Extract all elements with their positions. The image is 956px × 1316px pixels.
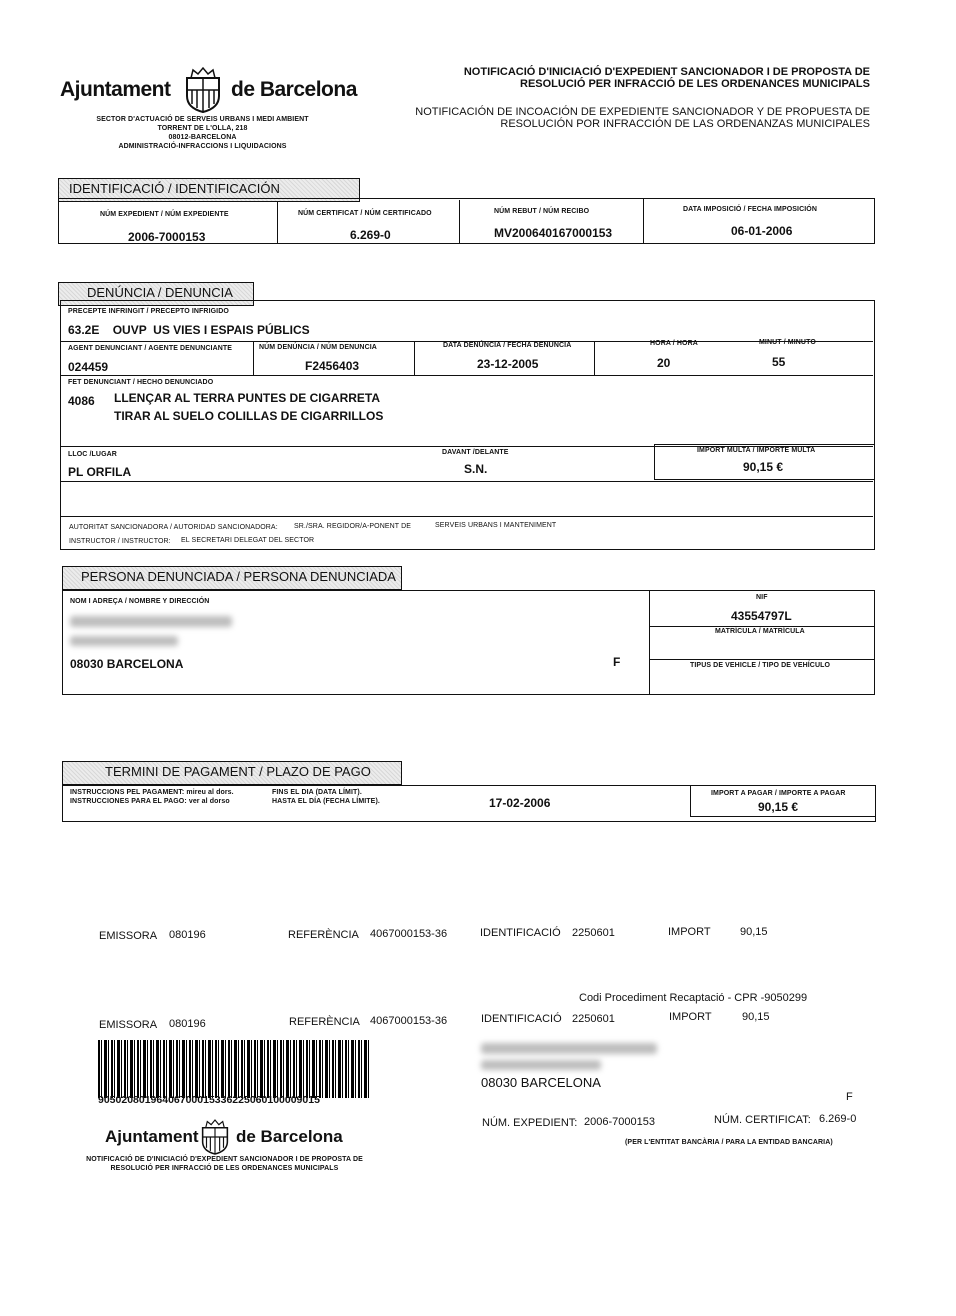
termini-date: 17-02-2006 <box>489 796 551 810</box>
redacted-name <box>70 616 232 627</box>
document-title-ca <box>464 66 870 90</box>
data-denuncia-label: DATA DENÚNCIA / FECHA DENUNCIA <box>443 342 572 349</box>
hora-label: HORA / HORA <box>650 340 698 347</box>
sector-address <box>60 115 345 151</box>
nif-value: 43554797L <box>731 609 792 623</box>
lloc-label: LLOC /LUGAR <box>68 451 117 458</box>
import-pagar-value: 90,15 € <box>758 800 799 814</box>
divider <box>649 590 650 695</box>
footer-title-line: RESOLUCIÓ PER INFRACCIÓ DE LES ORDENANCES MUNICIPALS <box>110 1165 339 1172</box>
emissora-value-1: 080196 <box>169 929 206 941</box>
logo-left-text: Ajuntament <box>60 78 171 101</box>
import-pagar-label: IMPORT A PAGAR / IMPORTE A PAGAR <box>711 790 846 797</box>
section-tab-denuncia: DENÚNCIA / DENUNCIA <box>58 282 254 306</box>
davant-label: DAVANT /DELANTE <box>442 449 509 456</box>
title-ca-line: RESOLUCIÓ PER INFRACCIÓ DE LES ORDENANCES MUNICIPALS <box>520 78 870 90</box>
autoritat-value2: SERVEIS URBANS I MANTENIMENT <box>435 522 557 529</box>
num-denuncia-value: F2456403 <box>305 359 360 373</box>
instructor-label: INSTRUCTOR / INSTRUCTOR: <box>69 538 171 545</box>
divider <box>253 341 254 375</box>
precepte-value: 63.2E OUVP US VIES I ESPAIS PÚBLICS <box>68 323 310 337</box>
title-es-line: NOTIFICACIÓN DE INCOACIÓN DE EXPEDIENTE SANCIONADOR Y DE PROPUESTA DE <box>415 106 870 118</box>
divider <box>61 516 873 517</box>
hora-value: 20 <box>657 356 671 370</box>
ident-label-1: IDENTIFICACIÓ <box>480 927 561 939</box>
import-label-1: IMPORT <box>668 926 711 938</box>
sector-line: ADMINISTRACIÓ-INFRACCIONS I LIQUIDACIONS <box>118 143 287 150</box>
redacted-name-2 <box>481 1043 657 1054</box>
payment-barcode <box>98 1040 370 1098</box>
ident-label-2: IDENTIFICACIÓ <box>481 1013 562 1025</box>
fet-line2: TIRAR AL SUELO COLILLAS DE CIGARRILLOS <box>114 409 384 423</box>
import-multa-value: 90,15 € <box>743 460 784 474</box>
fins-es: HASTA EL DÍA (FECHA LÍMITE). <box>272 798 380 805</box>
imposicio-value: 06-01-2006 <box>731 224 793 238</box>
denuncia-box <box>60 300 875 550</box>
import-value-1: 90,15 <box>740 926 768 938</box>
ref-value-1: 4067000153-36 <box>370 928 448 940</box>
nom-label: NOM I ADREÇA / NOMBRE Y DIRECCIÓN <box>70 598 210 605</box>
section-tab-identificacio: IDENTIFICACIÓ / IDENTIFICACIÓN <box>58 178 360 202</box>
data-denuncia-value: 23-12-2005 <box>477 357 539 371</box>
title-ca-line: NOTIFICACIÓ D'INICIACIÓ D'EXPEDIENT SANCIONADOR I DE PROPOSTA DE <box>463 66 870 78</box>
rebut-value: MV200640167000153 <box>494 226 613 240</box>
import-label-2: IMPORT <box>669 1011 712 1023</box>
payment-sex: F <box>846 1091 853 1103</box>
field-label: NÚM EXPEDIENT / NÚM EXPEDIENTE <box>100 211 229 218</box>
ref-value-2: 4067000153-36 <box>370 1015 448 1027</box>
ident-value-2: 2250601 <box>572 1013 615 1025</box>
barcelona-crest-icon <box>181 66 225 114</box>
footer-title <box>82 1155 367 1173</box>
ref-label-2: REFERÈNCIA <box>289 1016 360 1028</box>
agent-label: AGENT DENUNCIANT / AGENTE DENUNCIANTE <box>68 345 233 352</box>
lloc-value: PL ORFILA <box>68 465 132 479</box>
emissora-label-1: EMISSORA <box>99 930 158 942</box>
cpr-code: Codi Procediment Recaptació - CPR -9050299 <box>579 992 808 1004</box>
divider <box>277 202 278 244</box>
emissora-label-2: EMISSORA <box>99 1019 158 1031</box>
fet-line1: LLENÇAR AL TERRA PUNTES DE CIGARRETA <box>114 391 381 405</box>
autoritat-value: SR./SRA. REGIDOR/A-PONENT DE <box>294 523 412 530</box>
ident-value-1: 2250601 <box>572 927 615 939</box>
section-tab-persona: PERSONA DENUNCIADA / PERSONA DENUNCIADA <box>62 566 402 590</box>
divider <box>649 626 874 627</box>
field-label: DATA IMPOSICIÓ / FECHA IMPOSICIÓN <box>683 206 817 213</box>
persona-sex: F <box>613 655 621 669</box>
instr-ca: INSTRUCCIONS PEL PAGAMENT: mireu al dors. <box>70 789 234 796</box>
import-value-2: 90,15 <box>742 1011 770 1023</box>
instr-es: INSTRUCCIONES PARA EL PAGO: ver al dorso <box>70 798 230 805</box>
document-title-es <box>415 106 870 130</box>
emissora-value-2: 080196 <box>169 1018 206 1030</box>
sector-line: 08012-BARCELONA <box>168 134 237 141</box>
exp-label: NÚM. EXPEDIENT: <box>482 1117 578 1129</box>
footer-logo-right: de Barcelona <box>236 1127 343 1146</box>
field-label: NÚM REBUT / NÚM RECIBO <box>494 208 590 215</box>
precepte-label: PRECEPTE INFRINGIT / PRECEPTO INFRIGIDO <box>68 308 229 315</box>
persona-city: 08030 BARCELONA <box>70 657 184 671</box>
fet-code: 4086 <box>68 394 95 408</box>
autoritat-label: AUTORITAT SANCIONADORA / AUTORIDAD SANCIONADORA: <box>69 524 278 531</box>
tipus-vehicle-label: TIPUS DE VEHICLE / TIPO DE VEHÍCULO <box>690 662 831 669</box>
divider <box>459 200 460 244</box>
sector-line: SECTOR D'ACTUACIÓ DE SERVEIS URBANS I MEDI AMBIENT <box>96 116 309 123</box>
field-label: NÚM CERTIFICAT / NÚM CERTIFICADO <box>298 210 432 217</box>
redacted-address-2 <box>481 1060 601 1070</box>
num-denuncia-label: NÚM DENÚNCIA / NÚM DENUNCIA <box>259 344 377 351</box>
divider <box>61 375 873 376</box>
sector-line: TORRENT DE L'OLLA, 218 <box>157 125 248 132</box>
minut-label: MINUT / MINUTO <box>759 339 816 346</box>
divider <box>649 659 874 660</box>
section-tab-termini: TERMINI DE PAGAMENT / PLAZO DE PAGO <box>62 761 402 785</box>
cert-value: 6.269-0 <box>819 1113 857 1125</box>
fins-ca: FINS EL DIA (DATA LÍMIT). <box>272 789 362 796</box>
expedient-value: 2006-7000153 <box>128 230 206 244</box>
entitat-note: (PER L'ENTITAT BANCÀRIA / PARA LA ENTIDAD BANCARIA) <box>625 1139 833 1146</box>
exp-value: 2006-7000153 <box>584 1116 655 1128</box>
divider <box>61 481 873 482</box>
barcelona-crest-icon <box>198 1118 232 1156</box>
minut-value: 55 <box>772 355 786 369</box>
divider <box>414 341 415 375</box>
ref-label-1: REFERÈNCIA <box>288 929 359 941</box>
logo-right-text: de Barcelona <box>231 78 357 101</box>
instructor-value: EL SECRETARI DELEGAT DEL SECTOR <box>181 537 315 544</box>
persona-box <box>62 590 875 695</box>
footer-logo-left: Ajuntament <box>105 1127 199 1146</box>
title-es-line: RESOLUCIÓN POR INFRACCIÓN DE LAS ORDENANZAS MUNICIPALES <box>500 118 870 130</box>
agent-value: 024459 <box>68 360 109 374</box>
divider <box>594 341 595 375</box>
fet-label: FET DENUNCIANT / HECHO DENUNCIADO <box>68 379 214 386</box>
davant-value: S.N. <box>464 462 488 476</box>
nif-label: NIF <box>756 594 768 601</box>
certificat-value: 6.269-0 <box>350 228 391 242</box>
divider <box>643 199 644 244</box>
payment-city: 08030 BARCELONA <box>481 1075 601 1090</box>
cert-label: NÚM. CERTIFICAT: <box>714 1114 811 1126</box>
barcode-number: 90502080196406700015336225060100009015 <box>98 1094 320 1106</box>
import-multa-label: IMPORT MULTA / IMPORTE MULTA <box>697 447 816 454</box>
footer-title-line: NOTIFICACIÓ DE D'INICIACIÓ D'EXPEDIENT SANCIONADOR I DE PROPOSTA DE <box>86 1156 363 1163</box>
matricula-label: MATRÍCULA / MATRÍCULA <box>715 628 805 635</box>
redacted-address <box>70 636 178 646</box>
